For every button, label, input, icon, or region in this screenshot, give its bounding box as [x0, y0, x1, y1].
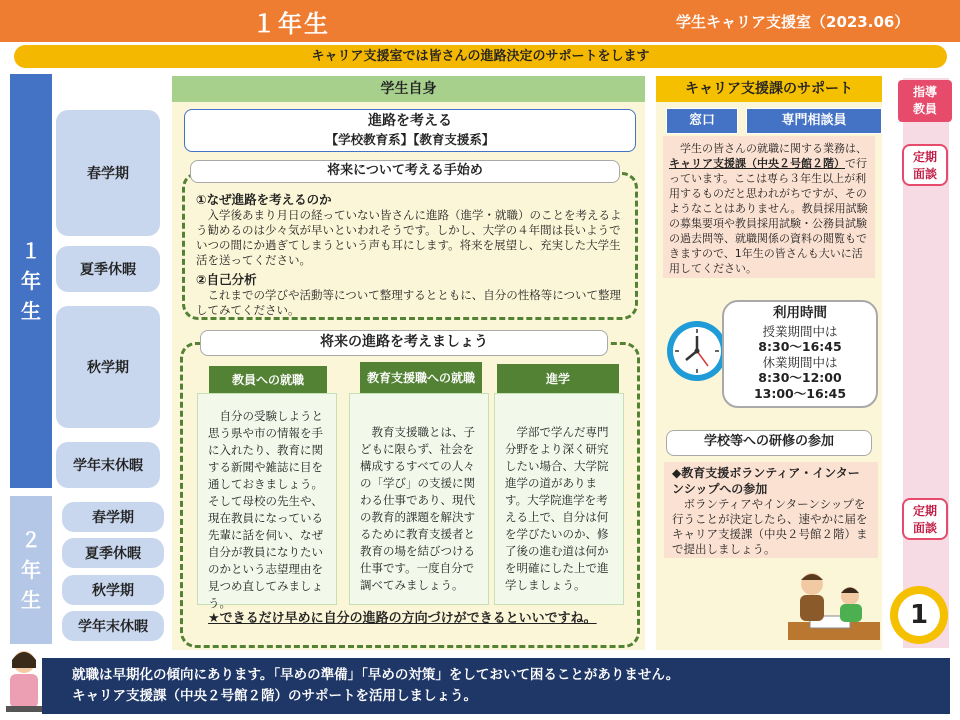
start-content [196, 190, 628, 318]
term-label: 秋学期 [92, 583, 134, 599]
info-office: キャリア支援課（中央２号館２階） [669, 157, 845, 170]
footer-line2: キャリア支援課（中央２号館２階）のサポートを活用しましょう。 [72, 688, 477, 704]
term-label: 春学期 [87, 166, 129, 182]
term-summer-y2 [62, 538, 164, 568]
column-body-support [349, 393, 489, 605]
career-header: キャリア支援課のサポート [656, 76, 882, 102]
term-label: 夏季休暇 [85, 546, 141, 562]
office-label: 学生キャリア支援室（2023.06） [676, 13, 910, 31]
year2-label: ２ 年 生 [21, 528, 41, 612]
q1-text: 入学後あまり月日の経っていない皆さんに進路（進学・就職）のことを考えるよう勧めるのは少々気が早いといわれそうです。しかし、大学の４年間は長いようでいつの間にか過ぎてしまうという声も耳にします。将来を展望し、充実した大学生活を送ってください。 [196, 208, 622, 267]
term-spring-y1 [56, 110, 160, 236]
term-label: 学年末休暇 [78, 619, 148, 635]
term-autumn-y1 [56, 306, 160, 428]
counselor-button[interactable]: 専門相談員 [746, 108, 882, 134]
student-header: 学生自身 [172, 76, 645, 102]
hours-break-time2: 13:00〜16:45 [753, 385, 847, 401]
page-number: 1 [909, 600, 929, 630]
term-label: 学年末休暇 [73, 458, 143, 474]
column-head-label: 教員への就職 [231, 372, 304, 387]
term-label: 秋学期 [87, 360, 129, 376]
column-head-support [360, 362, 482, 394]
page-number-inner [898, 594, 940, 636]
interview-badge-1: 定期 面談 [902, 144, 948, 186]
info-text-pre: 学生の皆さんの就職に関する業務は、 [669, 142, 867, 155]
footer-line1: 就職は早期化の傾向にあります。「早めの準備」「早めの対策」をしておいて困ることがありません。 [72, 667, 680, 683]
training-text: ボランティアやインターンシップを行うことが決定したら、速やかに届をキャリア支援課（中央２号館２階）まで提出しましょう。 [672, 497, 868, 556]
column-body-grad [494, 393, 624, 605]
column-text: 教育支援職とは、子どもに限らず、社会を構成するすべての人々の「学び」の支援に関わる仕事であり、現代の教育的課題を解決するために教育支援者と教育の場を結びつける仕事です。一度自分で調べてみましょう。 [360, 425, 475, 592]
training-sub: ◆教育支援ボランティア・インターンシップへの参加 [672, 466, 860, 496]
q2-title: ②自己分析 [196, 272, 257, 287]
q1-title: ①なぜ進路を考えるのか [196, 192, 332, 207]
column-text: 自分の受験しようと思う県や市の情報を手に入れたり、教育に関する新聞や雑誌に目を通しておきましょう。そして母校の先生や、現在教員になっている先輩に話を伺い、なぜ自分が教員になりたいのかという志望理由を見つめ直してみましょう。 [208, 409, 323, 610]
q2-text: これまでの学びや活動等について整理するとともに、自分の性格等について整理してみてください。 [196, 288, 622, 317]
hours-break-time1: 8:30〜12:00 [758, 370, 842, 385]
hours-box [722, 300, 878, 408]
interview-badge-2: 定期 面談 [902, 498, 948, 540]
term-label: 夏季休暇 [80, 262, 136, 278]
term-autumn-y2 [62, 575, 164, 605]
think-title: 進路を考える [368, 113, 452, 129]
term-spring-break-y2 [62, 611, 164, 641]
term-spring-break-y1 [56, 442, 160, 488]
clock-icon [664, 318, 730, 384]
column-text: 学部で学んだ専門分野をより深く研究したい場合、大学院進学の道があります。大学院進学を考える上で、自分は何を学びたいのか、修了後の進む道は何かを明確にした上で進学しましょう。 [505, 425, 609, 592]
advisor-badge: 指導 教員 [898, 80, 952, 122]
column-head-grad [497, 364, 619, 394]
start-title: 将来について考える手始め [190, 160, 620, 183]
column-head-label: 教育支援職への就職 [366, 370, 475, 385]
year1-label: １ 年 生 [21, 239, 41, 323]
column-body-teacher [197, 393, 337, 610]
year2-bar [10, 496, 52, 644]
career-info [663, 136, 875, 278]
page-title: １年生 [252, 10, 330, 38]
year1-bar [10, 74, 52, 488]
think-box [184, 109, 636, 152]
training-box [664, 462, 878, 558]
term-label: 春学期 [92, 510, 134, 526]
column-head-teacher [209, 366, 327, 394]
hours-title: 利用時間 [773, 305, 827, 321]
path-title: 将来の進路を考えましょう [200, 330, 608, 356]
banner: キャリア支援室では皆さんの進路決定のサポートをします [14, 45, 947, 68]
term-spring-y2 [62, 502, 164, 532]
hours-break-label: 休業期間中は [762, 354, 838, 370]
hours-term-time: 8:30〜16:45 [758, 339, 842, 354]
study-illustration [782, 568, 886, 648]
hours-term-label: 授業期間中は [762, 323, 838, 339]
term-summer-y1 [56, 246, 160, 292]
info-text-post: で行っています。ここは専ら３年生以上が利用するものだと思われがちですが、そのようなことはありません。教員採用試験の募集要項や教員採用試験・公務員試験の過去問等、就職関係の資料の閲覧もできますので、1年生の皆さんも大いに活用してください。 [669, 157, 868, 275]
column-head-label: 進学 [545, 371, 570, 386]
footer [42, 658, 950, 714]
note: ★できるだけ早めに自分の進路の方向づけができるといいですね。 [208, 611, 597, 626]
advisor-avatar-icon [4, 648, 44, 714]
think-subtitle: 【学校教育系】【教育支援系】 [325, 132, 495, 147]
window-button[interactable]: 窓口 [666, 108, 738, 134]
training-title: 学校等への研修の参加 [666, 430, 872, 456]
